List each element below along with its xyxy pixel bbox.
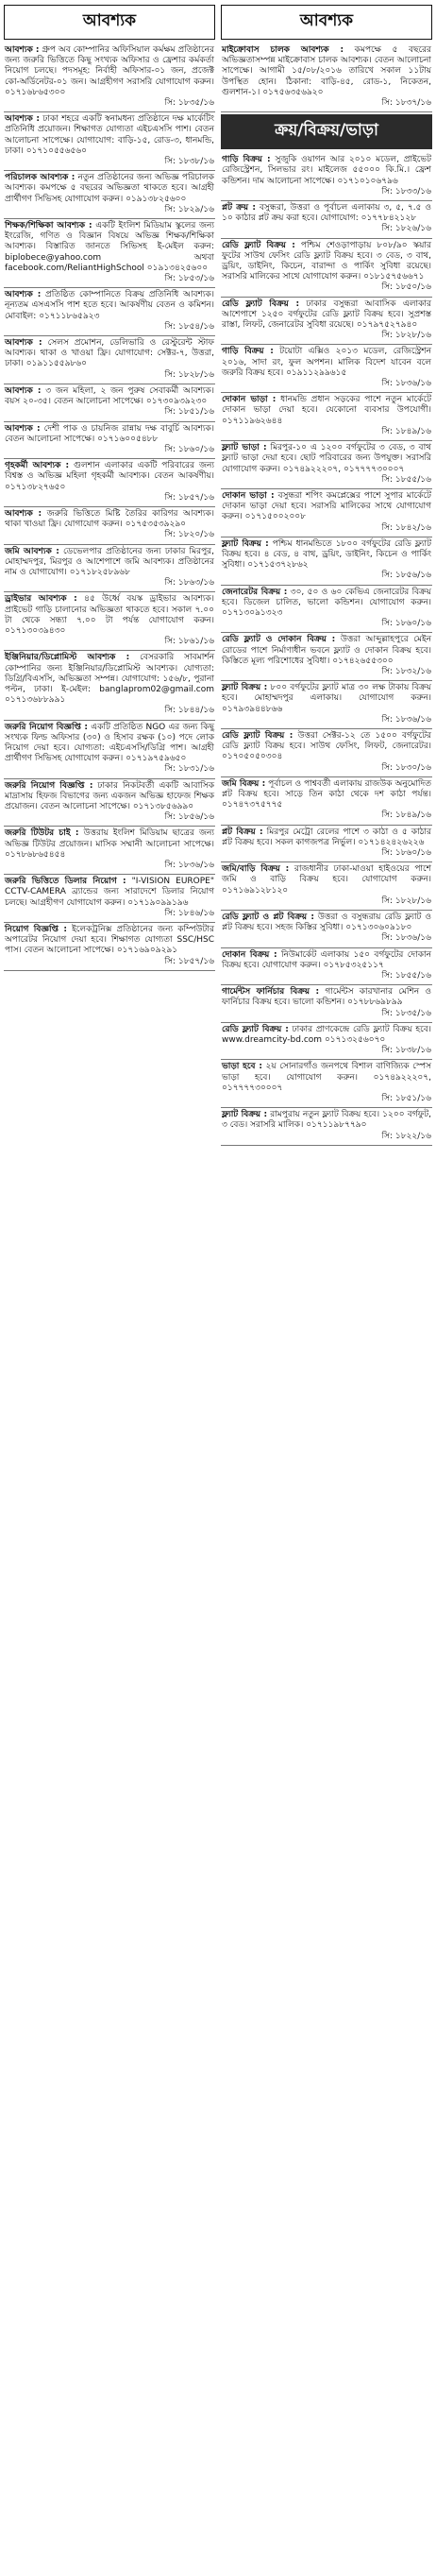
ad-title: ফ্ল্যাট বিক্রয় : xyxy=(222,683,268,693)
ad-ref: সি: ১৮৩৫/১৬ xyxy=(381,1008,431,1018)
ad-ref: সি: ১৮৪২/১৬ xyxy=(381,522,431,533)
ad-ref: সি: ১৮৫৫/১৬ xyxy=(381,971,431,981)
ad-ref: সি: ১৮৬০/১৬ xyxy=(164,444,214,454)
ad-title: আবশ্যক : xyxy=(5,45,40,55)
ad-body: বসুন্ধরা, উত্তরা ও পূর্বাচল এলাকায় ৩, ৫, ৭.৫ ও ১০ কাঠার প্লট ক্রয় করা হবে। যোগাযোগ: xyxy=(222,203,431,224)
classified-ad xyxy=(4,43,215,112)
ad-body: পশ্চিম ধানমন্ডিতে ১৮০০ বর্গফুটের রেডি ফ্ল্যাট বিক্রয় হবে। ৪ বেড, ৪ বাথ, ড্রয়িং, ডাইনিং, কিচেন ও পার্কিং সুবিধা। xyxy=(222,538,432,571)
classified-ad xyxy=(221,489,432,537)
classified-ad xyxy=(4,721,215,779)
ad-phone: ০১৭১৫৩৭২৮৬২ xyxy=(247,560,309,571)
classified-ad xyxy=(221,633,432,681)
ad-body: ঢাকার নিকটবর্তী একটি আবাসিক মাদ্রাসায় হিফজ বিভাগের জন্য একজন অভিজ্ঞ হাফেজ শিক্ষক প্রয়োজন। বেতন আলোচনা সাপেক্ষে। xyxy=(5,780,214,811)
ad-title: দোকান বিক্রয় : xyxy=(222,949,277,960)
ad-phone: ০১৭১৬৯০৯২৯১ xyxy=(116,946,178,956)
ad-phone: ০১৭১৩০৩৯৪৩০ xyxy=(5,625,66,636)
ad-phone: ০১৭১১৮৬৫৯২৩ xyxy=(39,311,100,321)
ad-ref: সি: ১৮৫৭/১৬ xyxy=(164,956,214,966)
ad-phone: ০১৭৪৯২২২০৭, ০১৭৭৭৭৩০০০৭ xyxy=(222,1072,431,1093)
ad-title: ইঞ্জিনিয়ার/ডিপ্লোমিস্ট আবশ্যক : xyxy=(5,653,130,663)
ad-ref: সি: ১৮৫৩/১৬ xyxy=(164,274,214,284)
classified-ad xyxy=(4,507,215,545)
ad-title: আবশ্যক : xyxy=(5,385,42,396)
right-top-ads xyxy=(221,43,432,112)
ad-title: জেনারেটর বিক্রয় : xyxy=(222,587,288,597)
ad-title: রেডি ফ্ল্যাট বিক্রয় : xyxy=(222,1024,289,1034)
ad-phone: ০১৭৪২৬৫৫৩০০ xyxy=(332,656,394,666)
ad-title: জমি বিক্রয় : xyxy=(222,778,266,789)
ad-phone: ০১৭৮৫৩২৫১১৭ xyxy=(323,960,384,970)
classified-ad xyxy=(4,219,215,288)
ad-ref: সি: ১৮৩৭/১৬ xyxy=(381,98,431,109)
ad-body: গুলশান এলাকার একটি পরিবারের জন্য বিশ্বস্ত ও অভিজ্ঞ মহিলা গৃহকর্মী আবশ্যক। বেতন আকর্ষণীয়। xyxy=(5,461,214,482)
classified-ad xyxy=(221,911,432,948)
ad-ref: সি: ১৮৩০/১৬ xyxy=(381,762,431,773)
ad-phone: ০১৭১৩০৬০৯১৮০ xyxy=(345,923,412,933)
section-header-kroy-bikroy: ক্রয়/বিক্রয়/ভাড়া xyxy=(221,114,432,149)
classified-ad xyxy=(221,729,432,777)
ad-phone: ০১৭১৪২৪২৬২২৬ xyxy=(358,837,425,847)
ad-body: রামপুরায় নতুন ফ্ল্যাট বিক্রয় হবে। ১২০০ বর্গফুট, ৩ বেড। সরাসরি মালিক। xyxy=(222,1110,431,1131)
ad-body: মিরপুর-১০ এ ১২০০ বর্গফুটের ৩ বেড, ৩ বাথ ফ্ল্যাট ভাড়া দেয়া হবে। ছোট পরিবারের জন্য উপযুক্ত। সরাসরি যোগাযোগ করুন। xyxy=(222,443,432,474)
ad-ref: সি: ১৮৩৮/১৬ xyxy=(164,157,214,167)
classified-ad xyxy=(221,239,432,298)
ad-title: জরুরি নিয়োগ বিজ্ঞপ্তি : xyxy=(5,780,93,791)
ad-body: উত্তরা ও বসুন্ধরায় রেডি ফ্ল্যাট ও প্লট বিক্রয় হবে। সহজ কিস্তির সুবিধা। xyxy=(222,913,431,933)
ad-ref: সি: ১৮৫৫/১৬ xyxy=(381,474,431,485)
ad-title: আবশ্যক : xyxy=(5,114,40,125)
classified-ad xyxy=(4,422,215,460)
ad-ref: সি: ১৮৬০/১৬ xyxy=(381,619,431,629)
ad-body: উত্তরা আব্দুল্লাহপুরে মেইন রোডের পাশে নির্মাণাধীন ভবনে ফ্ল্যাট ও দোকান বিক্রয় হবে। কিস্তিতে মূল্য পরিশোধের সুবিধা। xyxy=(222,635,431,666)
classified-ad xyxy=(4,336,215,384)
ad-title: রেডি ফ্ল্যাট বিক্রয় : xyxy=(222,730,293,741)
ad-phone: ০১৯১৩৪২৫৬০০ xyxy=(146,263,209,273)
ad-body: বেসরকারি সাবমার্শন কোম্পানির জন্য ইঞ্জিনিয়ার/ডিপ্লোমিস্ট আবশ্যক। যোগ্যতা: ডিগ্রি/বিএসসি, অভিজ্ঞতা সম্পন্ন। যোগাযোগ: ১৫৬/৮, পুরানা পল্টন, ঢাকা। ই-মেইল: banglaprom02@gmail.com xyxy=(5,653,214,694)
classified-ad xyxy=(4,875,215,923)
ad-body: ডেভেলপার প্রতিষ্ঠানের জন্য ঢাকার মিরপুর, মোহাম্মদপুর, মিরপুর ও আশেপাশে জমি আবশ্যক। প্রতিষ্ঠানের নাম ও যোগাযোগ। xyxy=(5,546,214,577)
ad-title: জরুরি ভিত্তিতে ডিলার নিয়োগ : xyxy=(5,877,126,887)
ad-ref: সি: ১৮৫৪/১৬ xyxy=(164,321,214,332)
ad-title: জমি/বাড়ি বিক্রয় : xyxy=(222,864,290,875)
ad-body: গ্রুপ অব কোম্পানির অফিসিয়াল কর্মক্ষম প্রতিষ্ঠানের জন্য জরুরি ভিত্তিতে কিছু সংখ্যক অফিসার ও ফ্রেশার কর্মকর্তা নিয়োগ চলছে। পদসমূহ: নির্বাহী অফিসার-০১ জন, প্রজেক্ট কো-অর্ডিনেটর-০১ জন। আগ্রহীগণ সরাসরি যোগাযোগ করুন। xyxy=(5,45,214,87)
ad-ref: সি: ১৮৬১/১৬ xyxy=(164,637,214,647)
classified-ad xyxy=(4,171,215,219)
ad-body: ঢাকা শহরে একটি স্বনামধন্য প্রতিষ্ঠানে দক্ষ মার্কেটিং প্রতিনিধি প্রয়োজন। শিক্ষাগত যোগ্যতা এইচএসসি পাশ। বেতন আলোচনা সাপেক্ষে। যোগাযোগ: বাড়ি-১৫, রোড-৩, ধানমন্ডি, ঢাকা। xyxy=(5,114,214,156)
ad-title: ড্রাইভার আবশ্যক : xyxy=(5,594,77,605)
ad-body: একটি প্রতিষ্ঠিত NGO এর জন্য কিছু সংখ্যক ফিল্ড অফিসার (৩০) ও হিসাব রক্ষক (১০) পদে লোক নিয়োগ দেয়া হবে। যোগ্যতা: এইচএসসি/ডিগ্রি পাশ। আগ্রহী প্রার্থীগণ সিভিসহ যোগাযোগ করুন। xyxy=(5,722,215,764)
classified-ad xyxy=(4,384,215,422)
ad-ref: সি: ১৮২২/১৬ xyxy=(381,1131,431,1141)
ad-phone: ০১৭৩০৯৩৯২৩০ xyxy=(145,397,208,407)
classified-ad xyxy=(221,441,432,489)
ad-title: প্লট বিক্রয় : xyxy=(222,827,263,837)
ad-ref: সি: ১৮৪৪/১৬ xyxy=(164,706,214,716)
classified-ad xyxy=(221,298,432,346)
classified-ad xyxy=(4,923,215,971)
ad-title: ভাড়া হবে : xyxy=(222,1062,262,1072)
classified-ad xyxy=(4,459,215,507)
ad-ref: সি: ১৮৬০/১৬ xyxy=(381,848,431,858)
ad-ref: সি: ১৮৪৯/১৬ xyxy=(381,426,431,436)
ad-body: মিরপুর মেট্রো রেলের পাশে ৩ কাঠা ও ৫ কাঠার প্লট বিক্রয় হবে। সকল কাগজপত্র নির্ভুল। xyxy=(222,827,431,847)
ad-phone: ০১৭৪৯২২২০৭, ০১৭৭৭৭৩০০০৭ xyxy=(282,464,405,474)
classified-ad xyxy=(4,779,215,827)
ad-phone: ০১৭১৫০০২০০৮ xyxy=(244,512,306,522)
ad-phone: ০১৭৫৬৩৫৬৯২০ xyxy=(262,87,324,97)
classified-ad xyxy=(4,545,215,593)
ad-body: উত্তরা সেক্টর-১২ তে ১৫০০ বর্গফুটের রেডি ফ্ল্যাট বিক্রয় হবে। সাউথ ফেসিং, লিফট, জেনারেটর। xyxy=(222,730,431,752)
ad-phone: ০১৭৪৭৩৭৫৭৭৫ xyxy=(222,800,283,810)
ad-body: একটি ইংলিশ মিডিয়াম স্কুলের জন্য ইংরেজি, গণিত ও বিজ্ঞান বিষয়ে অভিজ্ঞ শিক্ষক/শিক্ষিকা আবশ্যক। বিস্তারিত জানতে সিভিসহ ই-মেইল করুন: biplobece@yahoo.com অথবা facebook.com/ReliantHighSchool xyxy=(5,221,214,273)
ad-title: আবশ্যক : xyxy=(5,508,42,519)
ad-title: মাইক্রোবাস চালক আবশ্যক : xyxy=(222,45,344,55)
ad-phone: ০১৭৮৮৬৯৮৯৯ xyxy=(347,998,403,1008)
ad-ref: সি: ১৮৩১/১৬ xyxy=(164,764,214,775)
ad-title: গাড়ি বিক্রয় : xyxy=(222,155,271,165)
ad-body: ৮০০ বর্গফুটের ফ্ল্যাট মাত্র ৩০ লক্ষ টাকায় বিক্রয় হবে। মোহাম্মদপুর এলাকায়। যোগাযোগ করুন। xyxy=(222,683,431,704)
ad-title: আবশ্যক : xyxy=(5,338,42,349)
classified-ad xyxy=(221,345,432,393)
ad-phone: ০১৭১৯০৯৯১৯৬ xyxy=(127,897,189,908)
ad-body: পূর্বাচল ও পাশ্ববর্তী এলাকায় রাজউক অনুমোদিত প্লট বিক্রয় হবে। সাড়ে তিন কাঠা থেকে দশ কাঠা পর্যন্ত। xyxy=(222,778,431,799)
ad-ref: সি: ১৮৩৮/১৬ xyxy=(381,1046,431,1056)
ad-ref: সি: ১৮২৮/১৬ xyxy=(381,331,431,341)
right-column xyxy=(221,3,432,2576)
classified-ad xyxy=(221,201,432,239)
ad-ref: সি: ১৮৫৭/১৬ xyxy=(164,492,214,503)
ad-phone: ০১৭১৯৭৫৯৬৫০ xyxy=(126,754,187,764)
ad-body: ৪৫ উর্ধ্বে বয়স্ক ড্রাইভার আবশ্যক। প্রাইভেট গাড়ি চালানোর অভিজ্ঞতা থাকতে হবে। সকাল ৭.০০ টা থেকে সন্ধ্যা ৭.০০ টা পর্যন্ত যোগাযোগ করুন। xyxy=(5,594,215,625)
ad-body: ধানমন্ডি প্রধান সড়কের পাশে নতুন মার্কেটে দোকান ভাড়া দেয়া হবে। যেকোনো ব্যবসার উপযোগী। xyxy=(222,395,431,416)
right-main-ads xyxy=(221,153,432,1146)
section-header-abashyak-right: আবশ্যক xyxy=(221,5,432,40)
ad-title: জরুরি নিয়োগ বিজ্ঞপ্তি : xyxy=(5,722,89,732)
classified-ad xyxy=(221,537,432,586)
ad-title: গৃহকর্মী আবশ্যক : xyxy=(5,461,70,471)
ad-phone: ০১৭১৩০৯১৩২৩ xyxy=(222,607,283,618)
ad-title: গাড়ি বিক্রয় : xyxy=(222,347,274,357)
ad-phone: ০১৭১৮২৫৮৯৬৮ xyxy=(69,567,130,577)
ad-phone: ০১৭১৩৬৮৮৯৯১ xyxy=(5,695,66,706)
classified-ad xyxy=(221,826,432,863)
ad-phone: ০১৭১০১০৬৭৯৬ xyxy=(337,176,398,186)
ad-title: নিয়োগ বিজ্ঞপ্তি : xyxy=(5,925,67,935)
ad-ref: সি: ১৮৩৫/১৬ xyxy=(164,98,214,109)
ad-ref: সি: ১৮৩৩/১৬ xyxy=(381,186,431,196)
ad-phone: ০১৭০৫০৫০৩০৪ xyxy=(222,752,283,762)
ad-phone: ০১৭১৩২৫৬০৭০ xyxy=(324,1035,386,1046)
ad-phone: ০১৭৯৩৯৪৪৮৬৬ xyxy=(222,704,283,714)
ad-body: সেলস প্রমোশন, ডেলিভারি ও রেস্টুরেন্ট স্টাফ আবশ্যক। থাকা ও খাওয়া ফ্রি। যোগাযোগ: সেক্টর-৭, উত্তরা, ঢাকা। xyxy=(5,338,214,369)
classified-ad xyxy=(221,681,432,729)
ad-ref: সি: ১৮৩৬/১৬ xyxy=(381,379,431,389)
ad-body: সুজুকি ওয়াগন আর ২০১০ মডেল, প্রাইভেট রেজিস্ট্রেশন, সিলভার রং। মাইলেজ ৫৫০০০ কি.মি.। ফ্রেশ কন্ডিশন। দাম আলোচনা সাপেক্ষে। xyxy=(222,155,431,186)
ad-phone: ০১৭১০৫৫৬৫৬০ xyxy=(25,145,88,156)
ad-title: দোকান ভাড়া : xyxy=(222,395,277,405)
classified-ad xyxy=(4,112,215,171)
ad-title: রেডি ফ্ল্যাট ও দোকান বিক্রয় : xyxy=(222,635,336,645)
ad-phone: ০১৭৭৮৪২১২৮ xyxy=(361,213,417,224)
ad-title: রেডি ফ্ল্যাট বিক্রয় : xyxy=(222,299,300,309)
ad-phone: ০১৭৫৩৫৩৯২৯০ xyxy=(125,520,187,530)
ad-body: উত্তরায় ইংলিশ মিডিয়াম ছাত্রের জন্য অভিজ্ঞ টিউটর প্রয়োজন। মাসিক সম্মানী আলোচনা সাপেক্ষে। xyxy=(5,828,214,849)
ad-title: ফ্ল্যাট ভাড়া : xyxy=(222,443,267,453)
ad-ref: সি: ১৮৪৬/১৬ xyxy=(164,908,214,918)
classified-ad xyxy=(221,1108,432,1146)
classified-ad xyxy=(4,592,215,651)
classified-ad xyxy=(221,393,432,441)
ad-body: নতুন প্রতিষ্ঠানের জন্য অভিজ্ঞ পরিচালক আবশ্যক। কমপক্ষে ৫ বছরের অভিজ্ঞতা থাকতে হবে। আগ্রহী প্রার্থীগণ সিভিসহ যোগাযোগ করুন। xyxy=(5,173,214,204)
ad-phone: ০১৯১১৫৫৯৮৬০ xyxy=(25,359,87,369)
classified-ad xyxy=(221,948,432,986)
classified-ad xyxy=(221,985,432,1023)
ad-ref: সি: ১৮২৮/১৬ xyxy=(164,369,214,380)
ad-ref: সি: ১৮২৬/১৬ xyxy=(381,224,431,234)
ad-title: আবশ্যক : xyxy=(5,290,42,300)
ad-title: জরুরি টিউটর চাই : xyxy=(5,828,79,839)
ad-body: পশ্চিম শেওড়াপাড়ায় ৮০৮/৯০ স্কয়ার ফুটের সাউথ ফেসিং রেডি ফ্ল্যাট বিক্রয় হবে। ৩ বেড, ৩ বাথ, ড্রয়িং, ডাইনিং, কিচেন, বারান্দা ও পার্কিং সুবিধা রয়েছে। সরাসরি মালিকের সাথে যোগাযোগ করুন। xyxy=(222,240,431,282)
ad-body: রাজধানীর ঢাকা-মাওয়া হাইওয়ের পাশে জমি ও বাড়ি বিক্রয় হবে। যোগাযোগ করুন। xyxy=(222,864,431,885)
ad-title: পরিচালক আবশ্যক : xyxy=(5,173,75,183)
ad-ref: সি: ১৮৫৬/১৬ xyxy=(381,571,431,581)
classified-ad xyxy=(221,1023,432,1061)
ad-phone: ০১৭১৩৮২৭৬৫০ xyxy=(5,482,66,492)
ad-body: ঢাকার প্রাণকেন্দ্রে রেডি ফ্ল্যাট বিক্রয় হবে। www.dreamcity-bd.com xyxy=(222,1024,431,1046)
section-header-abashyak: আবশ্যক xyxy=(4,5,215,40)
ad-body: প্রতিষ্ঠিত কোম্পানিতে বিক্রয় প্রতিনিধি আবশ্যক। নূন্যতম এসএসসি পাশ হতে হবে। আকর্ষণীয় বেতন ও কমিশন। মোবাইল: xyxy=(5,290,214,321)
ad-body: টয়োটা এক্সিও ২০১৩ মডেল, রেজিস্ট্রেশন ২০১৬, সাদা রং, ফুল অপশন। মালিক বিদেশ যাবেন বলে জরুরি বিক্রয় হবে। xyxy=(222,347,431,378)
classified-ad xyxy=(221,43,432,112)
ad-phone: ০১৭১১৯৬২৬৪৪ xyxy=(222,416,283,426)
ad-phone: ০১৭১১৯৮৭৭৯০ xyxy=(306,1120,367,1131)
ad-phone: ০১৭১৩৮৫৬৯৯০ xyxy=(132,802,194,811)
ad-body: ৩০, ৫০ ও ৬০ কেভিএ জেনারেটর বিক্রয় হবে। ডিজেল চালিত, ভালো কন্ডিশন। যোগাযোগ করুন। xyxy=(222,587,431,607)
ad-body: জরুরি ভিত্তিতে মিষ্টি তৈরির কারিগর আবশ্যক। থাকা খাওয়া ফ্রি। যোগাযোগ করুন। xyxy=(5,508,214,530)
ad-ref: সি: ১৮৩৬/১৬ xyxy=(164,861,214,871)
classified-ad xyxy=(221,153,432,201)
ad-body: ইলেকট্রনিক্স প্রতিষ্ঠানের জন্য কম্পিউটার অপারেটর নিয়োগ দেয়া হবে। শিক্ষাগত যোগ্যতা SSC/HSC পাস। বেতন আলোচনা সাপেক্ষে। xyxy=(5,925,214,956)
ad-title: আবশ্যক : xyxy=(5,423,41,434)
ad-ref: সি: ১৮৫৬/১৬ xyxy=(164,812,214,823)
classified-ad xyxy=(221,586,432,634)
classified-ad xyxy=(4,827,215,875)
ad-phone: ০১৭৯৭৫২৭৯৪০ xyxy=(356,320,418,331)
ad-body: বসুন্ধরা শপিং কমপ্লেক্সের পাশে সুপার মার্কেটে দোকান ভাড়া দেয়া হবে। সরাসরি মালিকের সাথে যোগাযোগ করুন। xyxy=(222,490,431,522)
ad-body: ঢাকার বসুন্ধরা আবাসিক এলাকার আশেপাশে ১২৫০ বর্গফুটের রেডি ফ্ল্যাট বিক্রয় হবে। সুপ্রশস্ত রাস্তা, লিফট, জেনারেটর সুবিধা রয়েছে। xyxy=(222,299,431,331)
ad-body: "I-VISION EUROPE" CCTV-CAMERA ব্র্যান্ডের জন্য সারাদেশে ডিলার নিয়োগ চলছে। আগ্রহীগণ যোগাযোগ করুন। xyxy=(5,877,215,908)
ad-phone: ০১৯১১২৯৯৬১৫ xyxy=(286,367,347,378)
left-column xyxy=(4,3,215,2576)
ad-title: ফ্ল্যাট বিক্রয় : xyxy=(222,538,269,549)
classified-ad xyxy=(221,862,432,911)
ad-ref: সি: ১৮২৯/১৬ xyxy=(164,204,214,214)
ad-title: ফ্ল্যাট বিক্রয় : xyxy=(222,1110,268,1120)
ad-ref: সি: ১৮২০/১৬ xyxy=(164,530,214,540)
ad-ref: সি: ১৮৫১/১৬ xyxy=(164,407,214,418)
ad-body: ২য় সোনারগাঁও জনপথে বিশাল বাণিজ্যিক স্পেস ভাড়া হবে। যোগাযোগ করুন। xyxy=(222,1062,431,1083)
ad-ref: সি: ১৮৩২/১৬ xyxy=(381,666,431,676)
classified-ad xyxy=(4,288,215,336)
ad-ref: সি: ১৮৬৩/১৬ xyxy=(164,578,214,589)
classified-ad xyxy=(4,651,215,720)
ad-body: ৩ জন মহিলা, ২ জন পুরুষ সেবাকর্মী আবশ্যক। বয়স ২০-৩৫। বেতন আলোচনা সাপেক্ষে। xyxy=(5,385,214,407)
ad-phone: ০১৭৮৬৮৬৫৪৫৪ xyxy=(5,849,66,860)
ad-title: জমি আবশ্যক : xyxy=(5,546,59,556)
ad-body: দেশী পাক ও চায়নিজ রান্নায় দক্ষ বাবুর্চি আবশ্যক। বেতন আলোচনা সাপেক্ষে। xyxy=(5,423,214,444)
ad-ref: সি: ১৮৫১/১৬ xyxy=(381,1094,431,1104)
ad-body: গার্মেন্টস কারখানার মেশিন ও ফার্নিচার বিক্রয় হবে। ভালো কন্ডিশন। xyxy=(222,987,431,1008)
ad-body: নিউমার্কেট এলাকায় ১৫০ বর্গফুটের দোকান বিক্রয় হবে। যোগাযোগ করুন। xyxy=(222,949,432,970)
classified-ad xyxy=(221,777,432,826)
ad-title: গার্মেন্টস ফার্নিচার বিক্রয় : xyxy=(222,987,320,998)
ad-ref: সি: ১৮৩৬/১৬ xyxy=(381,933,431,944)
ad-title: শিক্ষক/শিক্ষিকা আবশ্যক : xyxy=(5,221,92,231)
ad-phone: ০১৭১৬৯১২৮১২০ xyxy=(222,885,289,896)
ad-title: দোকান ভাড়া : xyxy=(222,490,275,501)
ad-ref: সি: ১৮২৮/১৬ xyxy=(381,896,431,906)
ad-ref: সি: ১৮৩৬/১৬ xyxy=(381,714,431,725)
ad-phone: ০১৮১৫৭৫৬৬৭১ xyxy=(363,272,425,282)
ad-phone: ০১৭১৬৮৬৫৩০০ xyxy=(5,87,66,97)
ad-phone: ০১৭১৬০০৫৪৮৮ xyxy=(97,434,159,444)
ad-title: প্লট ক্রয় : xyxy=(222,203,256,213)
ad-ref: সি: ১৮৪৯/১৬ xyxy=(381,810,431,821)
classified-ad xyxy=(221,1060,432,1108)
ad-phone: ০১৯১৩৮২৫৬০০ xyxy=(126,194,187,204)
ad-title: রেডি ফ্ল্যাট ও প্লট বিক্রয় : xyxy=(222,913,314,923)
ad-title: রেডি ফ্ল্যাট বিক্রয় : xyxy=(222,240,295,250)
ad-ref: সি: ১৮৫০/১৬ xyxy=(381,282,431,293)
ad-body: কমপক্ষে ৫ বছরের অভিজ্ঞতাসম্পন্ন মাইক্রোবাস চালক আবশ্যক। বেতন আলোচনা সাপেক্ষে। আগামী ১৫/০৮/২০১৬ তারিখে সকাল ১১টায় উপস্থিত হোন। ঠিকানা: বাড়ি-৪৫, রোড-১, নিকেতন, গুলশান-১। xyxy=(222,45,431,97)
